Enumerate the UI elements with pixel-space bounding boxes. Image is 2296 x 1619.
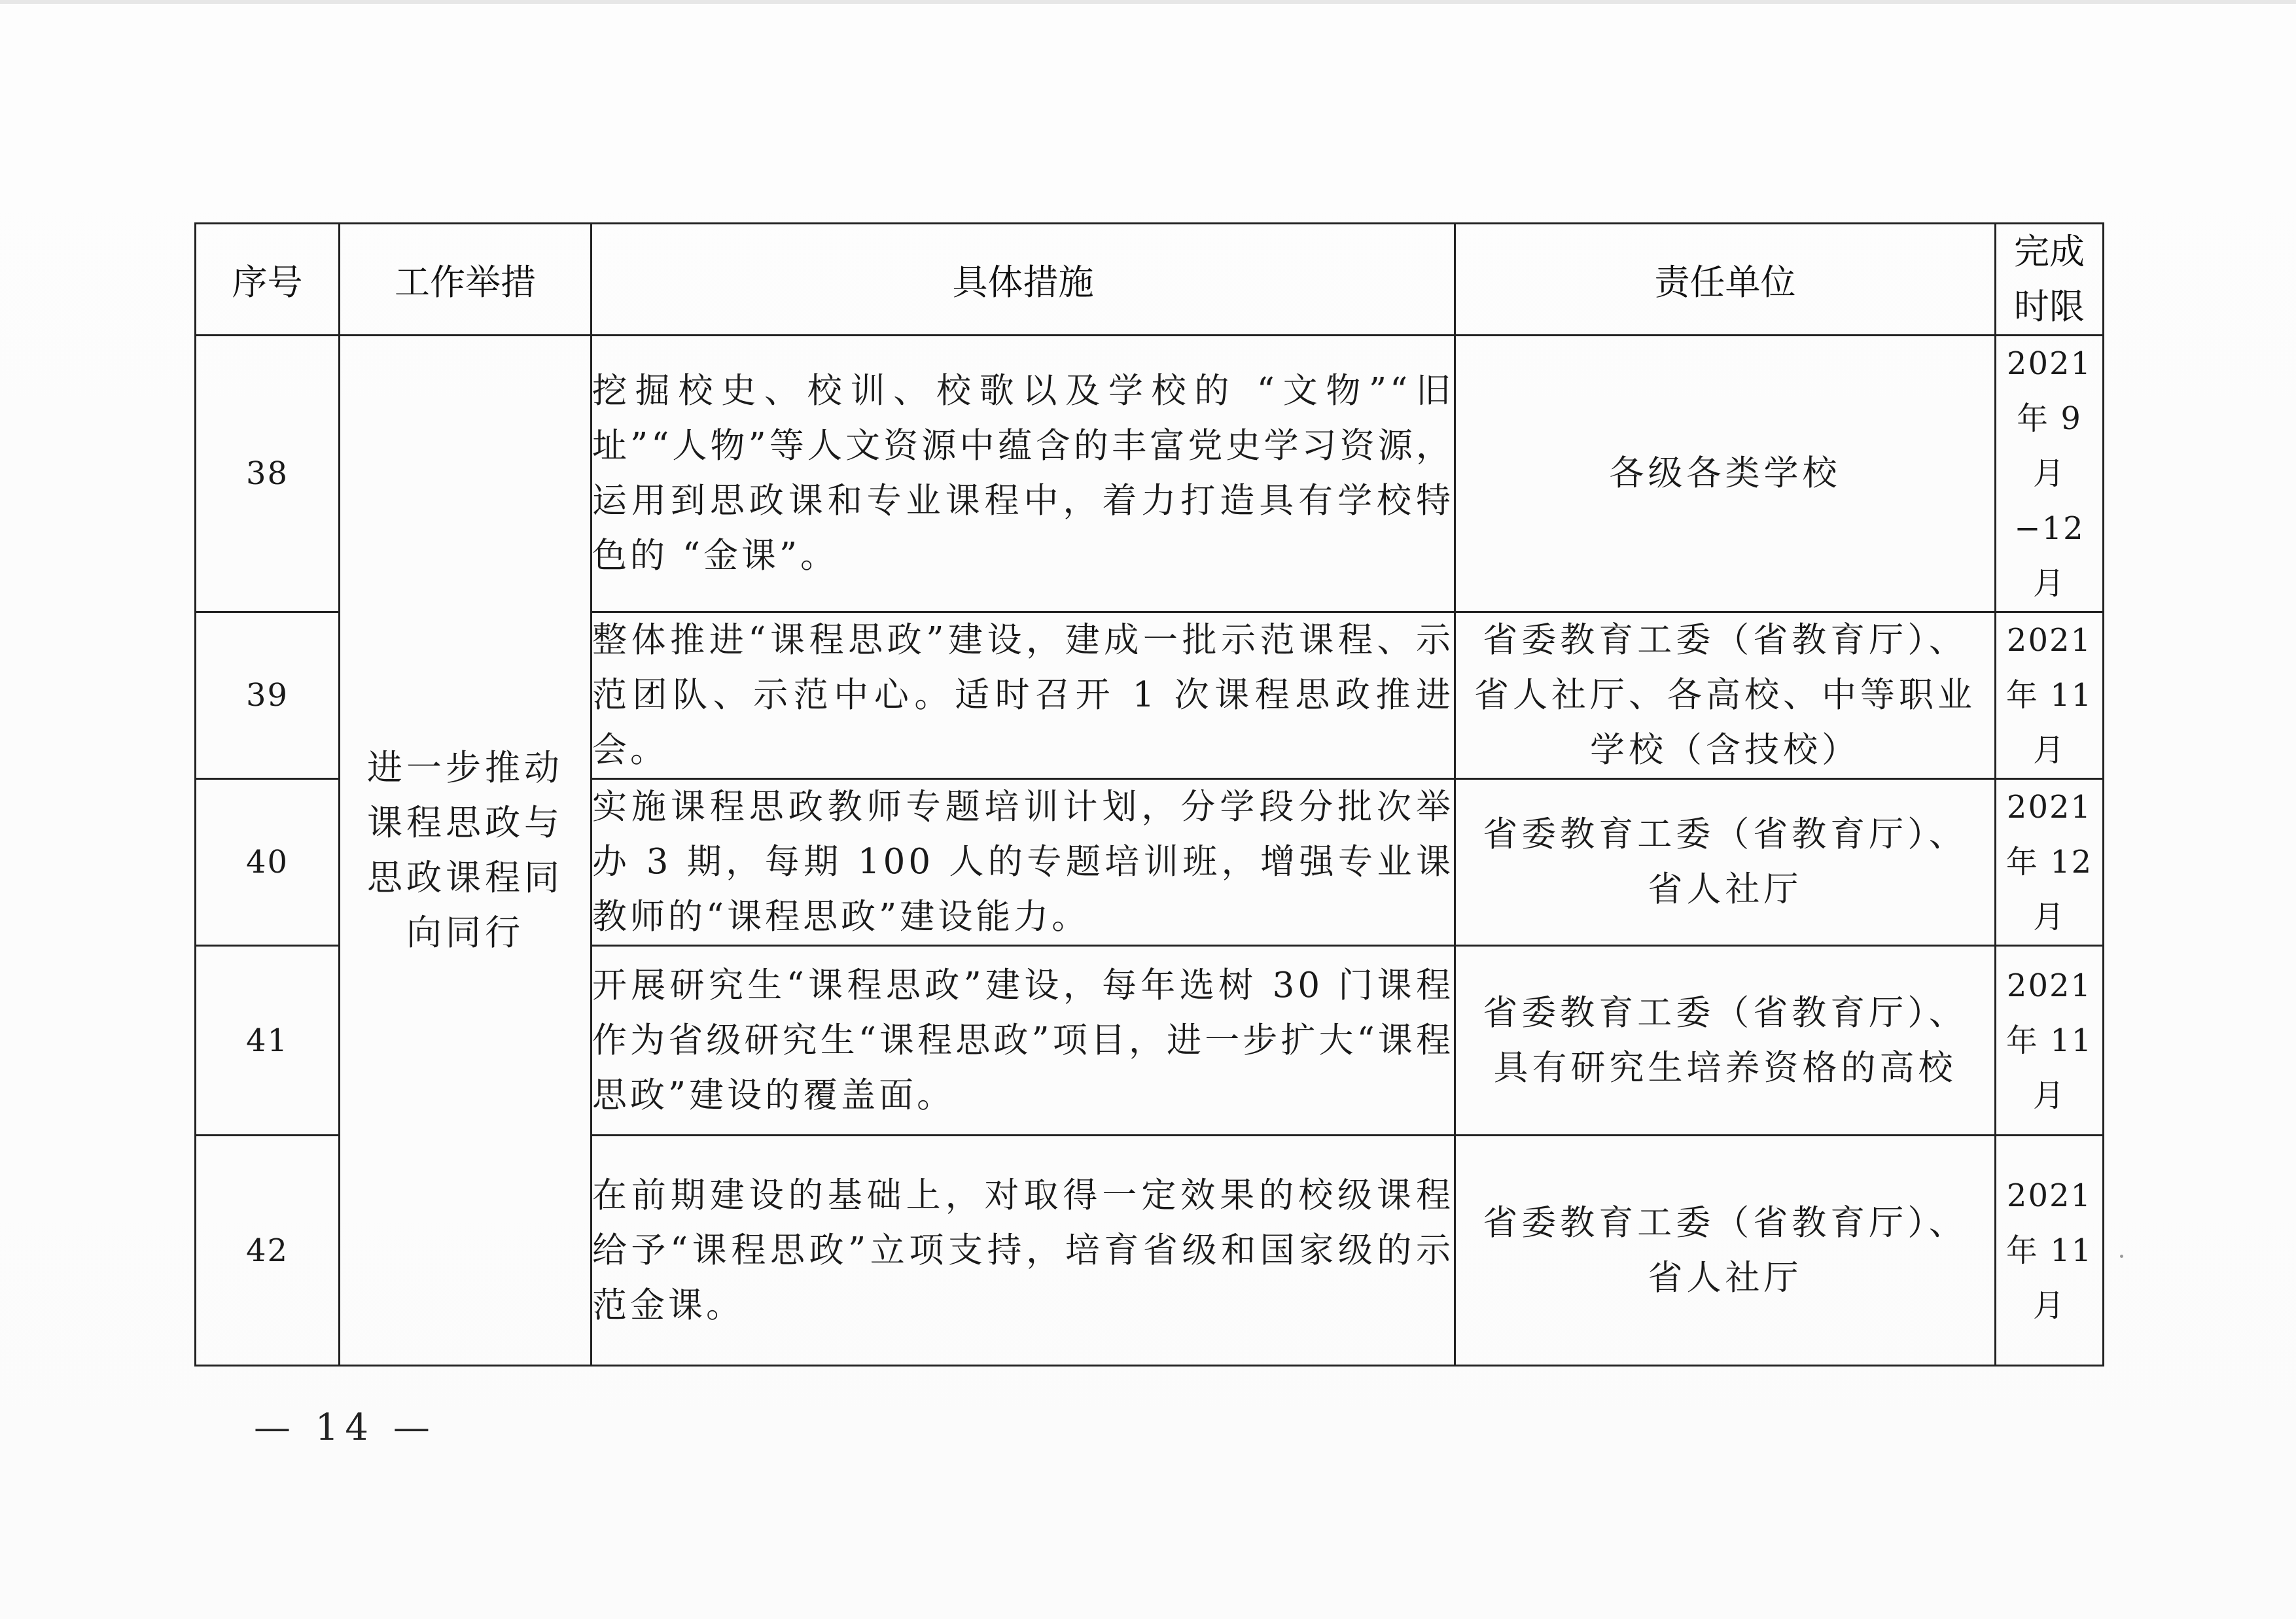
deadline-line: 年 11	[2005, 1022, 2093, 1059]
deadline-line: 月	[2032, 1287, 2066, 1324]
deadline-line: 月	[2032, 565, 2066, 602]
deadline-line: 月	[2032, 1077, 2066, 1114]
measures-table	[194, 222, 2104, 1367]
table-header-row	[196, 224, 2104, 336]
row-unit	[1455, 779, 1996, 946]
unit-line: 省委教育工委（省教育厅）、	[1483, 992, 1968, 1033]
row-deadline	[1996, 1136, 2104, 1366]
row-deadline	[1996, 612, 2104, 779]
header-measure: 具体措施	[592, 224, 1455, 336]
work-item-line: 向同行	[406, 912, 524, 953]
deadline-line: 月	[2032, 732, 2066, 769]
row-measure: 挖掘校史、校训、校歌以及学校的 “文物”“旧址”“人物”等人文资源中蕴含的丰富党史学习资源，运用到思政课和专业课程中，着力打造具有学校特色的 “金课”。	[592, 336, 1455, 612]
deadline-line: 2021	[2006, 345, 2093, 382]
row-unit	[1455, 612, 1996, 779]
header-deadline-line-2: 时限	[2014, 286, 2085, 327]
header-deadline	[1996, 224, 2104, 336]
work-item-line: 进一步推动	[367, 747, 563, 788]
unit-line: 省人社厅、各高校、中等职业	[1474, 675, 1976, 715]
row-unit	[1455, 946, 1996, 1136]
header-unit: 责任单位	[1455, 224, 1996, 336]
row-deadline	[1996, 779, 2104, 946]
unit-line: 具有研究生培养资格的高校	[1493, 1047, 1957, 1088]
deadline-line: 年 9	[2017, 400, 2082, 437]
deadline-line: 年 12	[2005, 844, 2093, 880]
table-row	[196, 336, 2104, 612]
scan-speck	[2120, 1255, 2123, 1258]
unit-line: 各级各类学校	[1609, 453, 1841, 493]
row-seq: 42	[196, 1136, 340, 1366]
page-number: — 14 —	[254, 1406, 436, 1449]
work-item-line: 思政课程同	[367, 857, 563, 898]
deadline-line: 月	[2032, 899, 2066, 935]
row-measure: 整体推进“课程思政”建设，建成一批示范课程、示范团队、示范中心。适时召开 1 次课程思政推进会。	[592, 612, 1455, 779]
unit-line: 省委教育工委（省教育厅）、	[1483, 1202, 1968, 1243]
deadline-line: 2021	[2006, 967, 2093, 1004]
row-seq: 39	[196, 612, 340, 779]
row-unit	[1455, 1136, 1996, 1366]
row-deadline	[1996, 336, 2104, 612]
deadline-line: 年 11	[2005, 1232, 2093, 1269]
row-seq: 41	[196, 946, 340, 1136]
header-work: 工作举措	[340, 224, 592, 336]
row-seq: 40	[196, 779, 340, 946]
row-deadline	[1996, 946, 2104, 1136]
work-item-line: 课程思政与	[367, 802, 563, 843]
deadline-line: 年 11	[2005, 677, 2093, 714]
unit-line: 省人社厅	[1648, 1257, 1803, 1298]
header-seq: 序号	[196, 224, 340, 336]
deadline-line: 2021	[2006, 789, 2093, 826]
row-measure: 开展研究生“课程思政”建设，每年选树 30 门课程作为省级研究生“课程思政”项目，进一步扩大“课程思政”建设的覆盖面。	[592, 946, 1455, 1136]
deadline-line: 2021	[2006, 1177, 2093, 1214]
unit-line: 学校（含技校）	[1590, 730, 1860, 770]
deadline-line: 月	[2032, 455, 2066, 492]
row-measure: 实施课程思政教师专题培训计划，分学段分批次举办 3 期，每期 100 人的专题培训班，增强专业课教师的“课程思政”建设能力。	[592, 779, 1455, 946]
unit-line: 省委教育工委（省教育厅）、	[1483, 814, 1968, 854]
scan-edge	[0, 0, 2296, 4]
deadline-line: 2021	[2006, 622, 2093, 659]
work-item-cell	[340, 336, 592, 1366]
deadline-line: −12	[2014, 510, 2085, 547]
row-measure: 在前期建设的基础上，对取得一定效果的校级课程给予“课程思政”立项支持，培育省级和国家级的示范金课。	[592, 1136, 1455, 1366]
unit-line: 省人社厅	[1648, 869, 1803, 909]
header-deadline-line-1: 完成	[2014, 231, 2085, 272]
row-seq: 38	[196, 336, 340, 612]
unit-line: 省委教育工委（省教育厅）、	[1483, 620, 1968, 660]
row-unit	[1455, 336, 1996, 612]
